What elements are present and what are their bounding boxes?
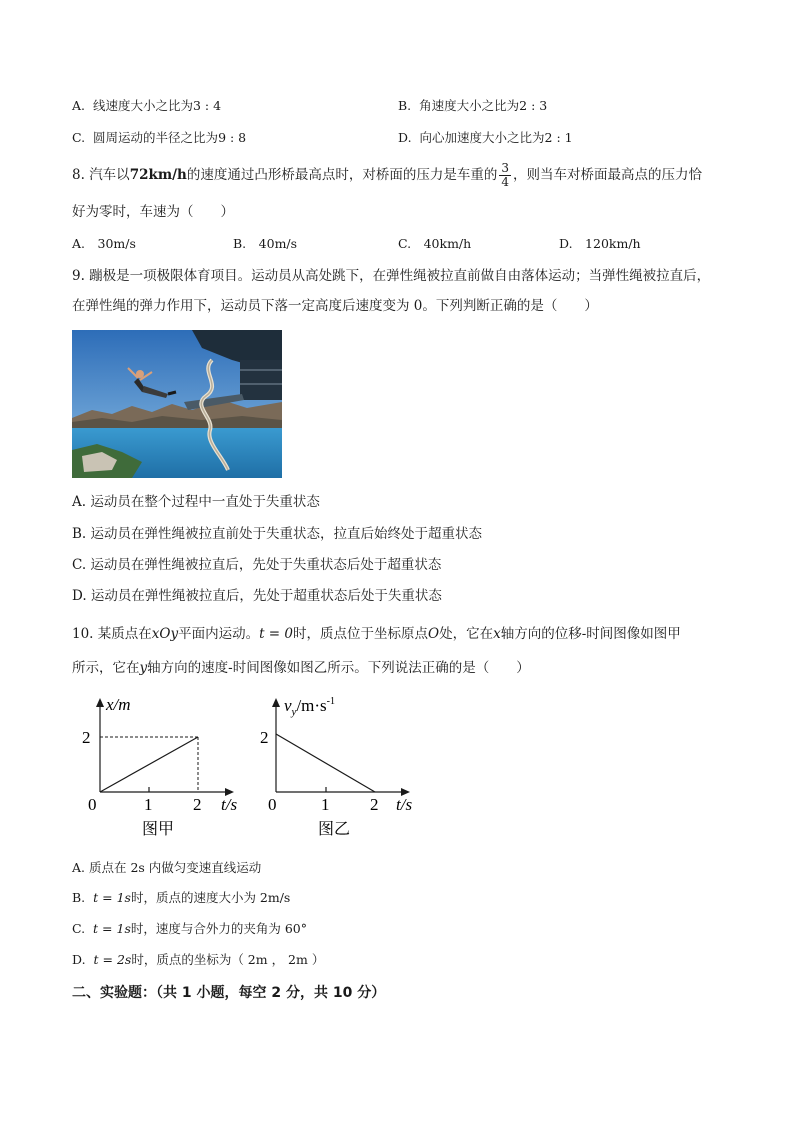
graph-yi-xtick1: 1: [321, 795, 330, 814]
bungee-photo: [72, 330, 282, 478]
q8-option-d: D. 120km/h: [559, 236, 641, 251]
graph-yi-xlabel: t/s: [396, 795, 413, 814]
q10-stem-line2: 所示，它在y轴方向的速度-时间图像如图乙所示。下列说法正确的是（ ）: [72, 660, 530, 676]
graph-jia-xtick1: 1: [144, 795, 153, 814]
q10-option-d: D. t = 2s时，质点的坐标为（ 2m ， 2m ）: [72, 952, 325, 967]
q10-stem-line1: 10. 某质点在xOy平面内运动。t = 0时，质点位于坐标原点O处，它在x轴方向的位移-时间图像如图甲: [72, 626, 681, 642]
q8-stem-line2: 好为零时，车速为（ ）: [72, 204, 234, 220]
x-t-line: [100, 737, 198, 792]
q8-option-b: B. 40m/s: [233, 236, 298, 251]
q9-option-b: B. 运动员在弹性绳被拉直前处于失重状态，拉直后始终处于超重状态: [72, 526, 483, 542]
graph-yi-xtick2: 2: [370, 795, 379, 814]
y-axis-arrow-icon: [272, 698, 280, 707]
q9-stem-line2: 在弹性绳的弹力作用下，运动员下落一定高度后速度变为 0。下列判断正确的是（ ）: [72, 298, 598, 314]
graph-jia-xtick2: 2: [193, 795, 202, 814]
q8-option-a: A. 30m/s: [72, 236, 136, 251]
q7-option-c: C. 圆周运动的半径之比为9 : 8: [72, 130, 247, 145]
vy-t-line: [276, 734, 375, 792]
q10-option-a: A. 质点在 2s 内做匀变速直线运动: [72, 860, 262, 875]
graph-jia-ytick: 2: [82, 728, 91, 747]
graph-jia-origin: 0: [88, 795, 97, 814]
graph-jia: [78, 690, 258, 850]
graph-jia-xlabel: t/s: [221, 795, 238, 814]
graph-yi-origin: 0: [268, 795, 277, 814]
graph-yi: [256, 690, 436, 850]
graph-jia-ylabel: x/m: [106, 695, 131, 714]
q10-option-b: B. t = 1s时，质点的速度大小为 2m/s: [72, 890, 291, 905]
q7-option-b: B. 角速度大小之比为2 : 3: [398, 98, 548, 113]
q8-stem-line1: 8. 汽车以72km/h的速度通过凸形桥最高点时，对桥面的压力是车重的 $\frac{3}{4}$ ，则当车对桥面最高点的压力恰: [72, 161, 702, 189]
q10-option-c: C. t = 1s时，速度与合外力的夹角为 60°: [72, 921, 307, 936]
q8-option-c: C. 40km/h: [398, 236, 472, 251]
q7-option-a: A. 线速度大小之比为3 : 4: [72, 98, 222, 113]
q9-stem-line1: 9. 蹦极是一项极限体育项目。运动员从高处跳下，在弹性绳被拉直前做自由落体运动；当弹性绳被拉直后，: [72, 268, 711, 284]
q8-fraction: $\frac{3}{4}$: [501, 161, 509, 189]
q9-option-c: C. 运动员在弹性绳被拉直后，先处于失重状态后处于超重状态: [72, 557, 442, 573]
q9-option-a: A. 运动员在整个过程中一直处于失重状态: [72, 494, 320, 510]
graph-yi-caption: 图乙: [318, 819, 351, 838]
section-2-heading: 二、实验题：（共 1 小题，每空 2 分，共 10 分）: [72, 985, 386, 1001]
q7-option-d: D. 向心加速度大小之比为2 : 1: [398, 130, 573, 145]
graph-jia-caption: 图甲: [142, 819, 175, 838]
q9-option-d: D. 运动员在弹性绳被拉直后，先处于超重状态后处于失重状态: [72, 588, 442, 604]
y-axis-arrow-icon: [96, 698, 104, 707]
graph-yi-ytick: 2: [260, 728, 269, 747]
graph-yi-ylabel: $v_y/m\cdot s^{-1}$: [284, 696, 336, 718]
